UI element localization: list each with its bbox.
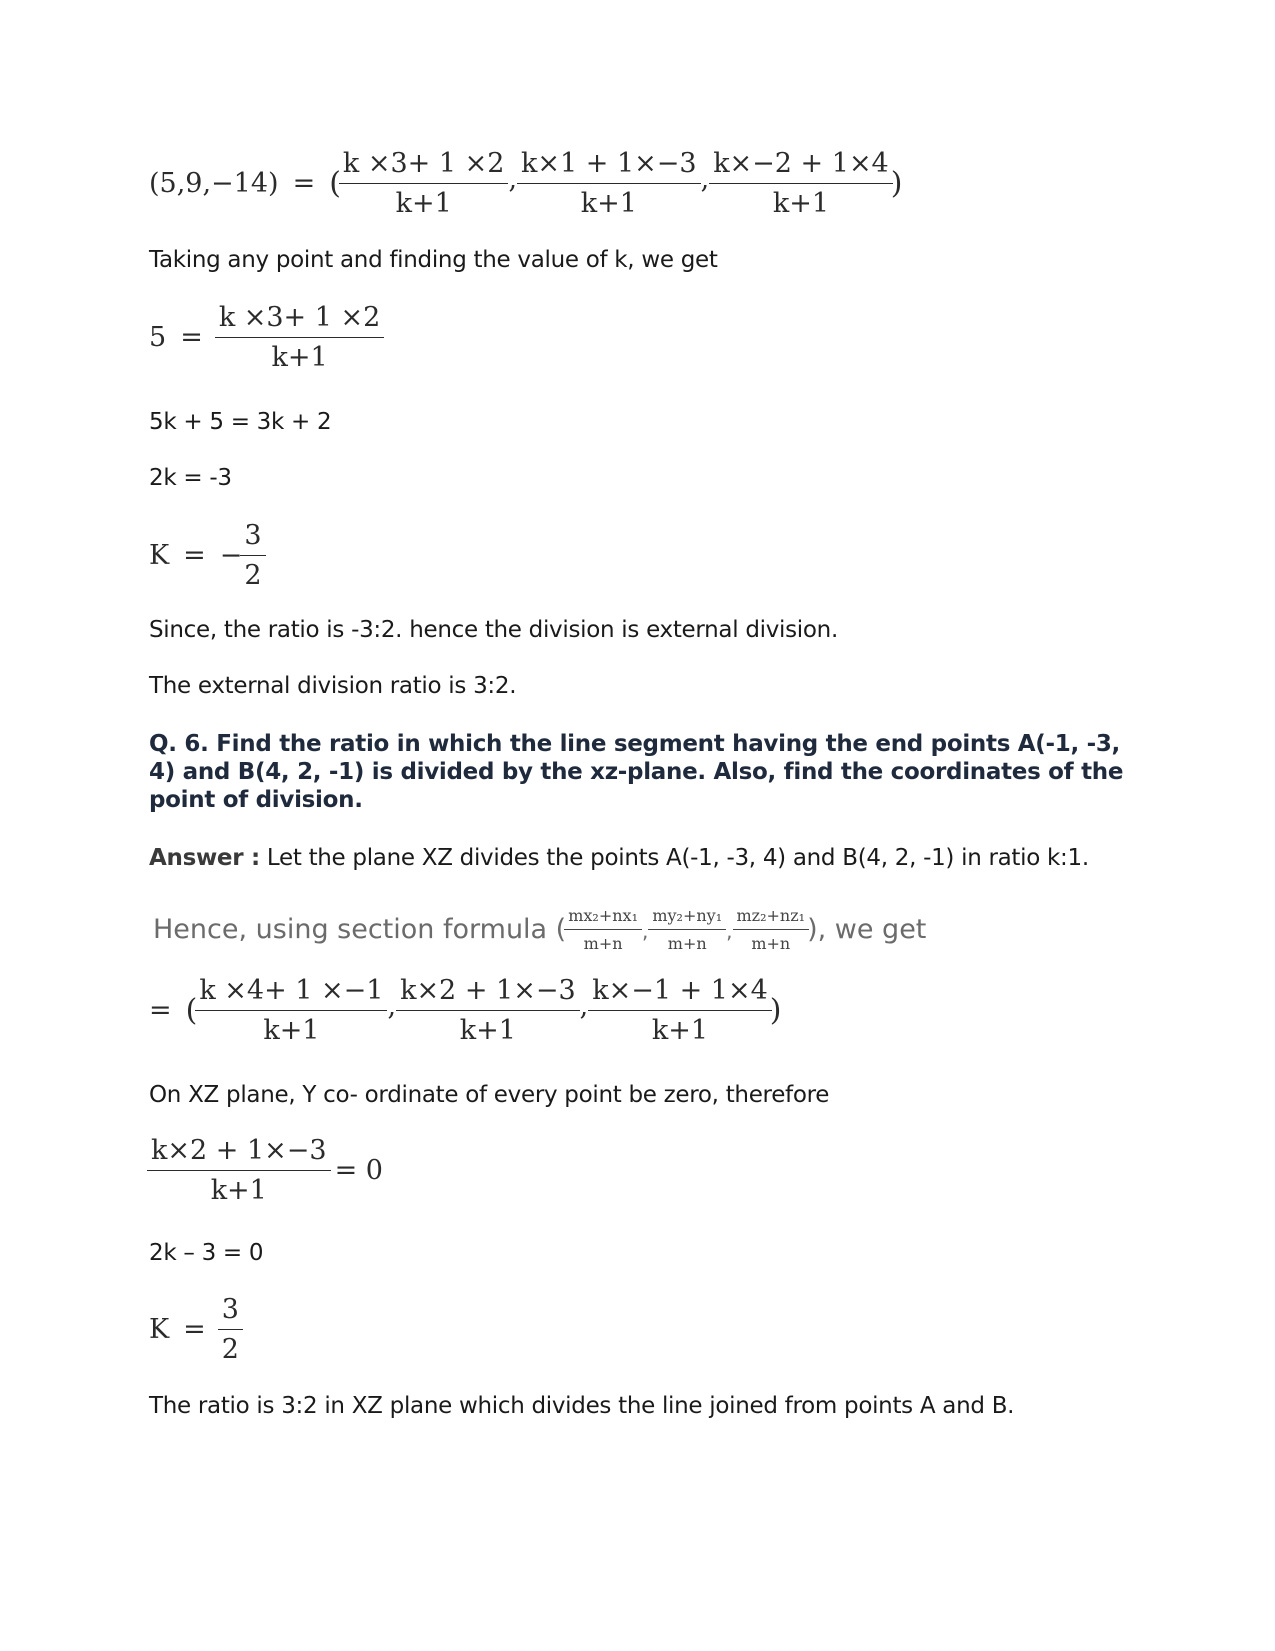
eq4-fraction-y [398, 975, 578, 1046]
hence-numerator-z: mz₂+nz₁ [736, 906, 806, 925]
equation-k-negative [149, 520, 264, 591]
eq4-comma: , [387, 991, 397, 1022]
text-since-ratio: Since, the ratio is -3:2. hence the division is external division. [149, 617, 838, 643]
eq1-denominator-y: k+1 [517, 183, 701, 219]
eq5-denominator: k+1 [147, 1170, 331, 1206]
hence-comma: , [641, 919, 649, 943]
hence-comma: , [726, 919, 733, 943]
question-6 [149, 730, 1129, 814]
section-formula-line [153, 906, 926, 953]
equation-y-zero [149, 1135, 383, 1206]
eq4-open-paren: ( [185, 993, 198, 1028]
equation-section-point [149, 148, 902, 219]
eq3-denominator: 2 [240, 555, 265, 591]
hence-denominator-y: m+n [648, 929, 726, 953]
answer-line [149, 845, 1089, 871]
equation-k-positive [149, 1294, 241, 1365]
eq1-equals: = [292, 168, 316, 199]
text-ratio-conclusion: The ratio is 3:2 in XZ plane which divides the line joined from points A and B. [149, 1393, 1015, 1419]
hence-denominator-x: m+n [564, 929, 642, 953]
eq1-numerator-x: k ×3+ 1 ×2 [342, 148, 505, 179]
eq3-minus: − [219, 540, 243, 571]
eq2-fraction [217, 302, 383, 373]
eq4-denominator-x: k+1 [195, 1010, 387, 1046]
eq1-numerator-y: k×1 + 1×−3 [521, 148, 697, 179]
eq6-denominator: 2 [218, 1329, 243, 1365]
eq1-lhs: (5,9,−14) [149, 168, 279, 199]
hence-fraction-z [735, 906, 808, 953]
hence-suffix: ), we get [807, 914, 927, 945]
text-external-ratio: The external division ratio is 3:2. [149, 673, 517, 699]
question-label: Q. 6. [149, 731, 209, 757]
eq6-lhs: K [149, 1314, 170, 1345]
step-5k: 5k + 5 = 3k + 2 [149, 409, 332, 435]
eq1-comma: , [700, 164, 710, 195]
hence-numerator-x: mx₂+nx₁ [568, 906, 638, 925]
eq1-denominator-z: k+1 [709, 183, 893, 219]
eq4-fraction-z [590, 975, 770, 1046]
equation-coordinates [149, 975, 782, 1046]
eq6-fraction [220, 1294, 241, 1365]
eq3-equals: = [183, 540, 206, 571]
eq4-numerator-x: k ×4+ 1 ×−1 [199, 975, 384, 1006]
eq4-denominator-y: k+1 [396, 1010, 580, 1046]
equation-five [149, 302, 382, 373]
eq4-denominator-z: k+1 [588, 1010, 772, 1046]
eq3-fraction [242, 520, 263, 591]
hence-fraction-x [566, 906, 640, 953]
hence-fraction-y [650, 906, 724, 953]
eq1-open-paren: ( [329, 166, 341, 201]
eq2-denominator: k+1 [215, 337, 385, 373]
eq1-fraction-y [519, 148, 699, 219]
eq2-lhs: 5 [149, 322, 167, 353]
eq5-fraction [149, 1135, 329, 1206]
eq4-close-paren: ) [769, 993, 782, 1028]
text-xz-plane: On XZ plane, Y co- ordinate of every point be zero, therefore [149, 1082, 830, 1108]
text-taking-point: Taking any point and finding the value of k, we get [149, 247, 718, 273]
eq4-numerator-z: k×−1 + 1×4 [592, 975, 768, 1006]
answer-text: Let the plane XZ divides the points A(-1, -3, 4) and B(4, 2, -1) in ratio k:1. [266, 845, 1089, 871]
hence-numerator-y: my₂+ny₁ [652, 906, 723, 925]
hence-denominator-z: m+n [733, 929, 810, 953]
eq4-comma: , [579, 991, 589, 1022]
eq4-numerator-y: k×2 + 1×−3 [400, 975, 576, 1006]
eq1-fraction-x [341, 148, 507, 219]
eq3-lhs: K [149, 540, 170, 571]
eq1-fraction-z [711, 148, 891, 219]
eq5-numerator: k×2 + 1×−3 [151, 1135, 327, 1166]
eq1-close-paren: ) [890, 166, 903, 201]
eq4-fraction-x [197, 975, 385, 1046]
step-2k: 2k = -3 [149, 465, 232, 491]
eq6-numerator: 3 [221, 1294, 239, 1325]
hence-prefix: Hence, using section formula ( [153, 914, 567, 945]
eq6-equals: = [183, 1314, 206, 1345]
eq2-equals: = [180, 322, 203, 353]
answer-label: Answer : [149, 845, 260, 871]
step-2k-minus-3: 2k – 3 = 0 [149, 1240, 264, 1266]
eq3-numerator: 3 [244, 520, 262, 551]
eq1-denominator-x: k+1 [339, 183, 509, 219]
eq4-equals: = [149, 995, 172, 1026]
question-text: Find the ratio in which the line segment having the end points A(-1, -3, 4) and B(4, 2, -1) is divided by the xz-plane. Also, find the coordinates of the point of division. [149, 731, 1124, 813]
eq2-numerator: k ×3+ 1 ×2 [218, 302, 381, 333]
eq1-comma: , [508, 164, 518, 195]
eq5-rhs: = 0 [334, 1155, 383, 1186]
eq1-numerator-z: k×−2 + 1×4 [713, 148, 889, 179]
